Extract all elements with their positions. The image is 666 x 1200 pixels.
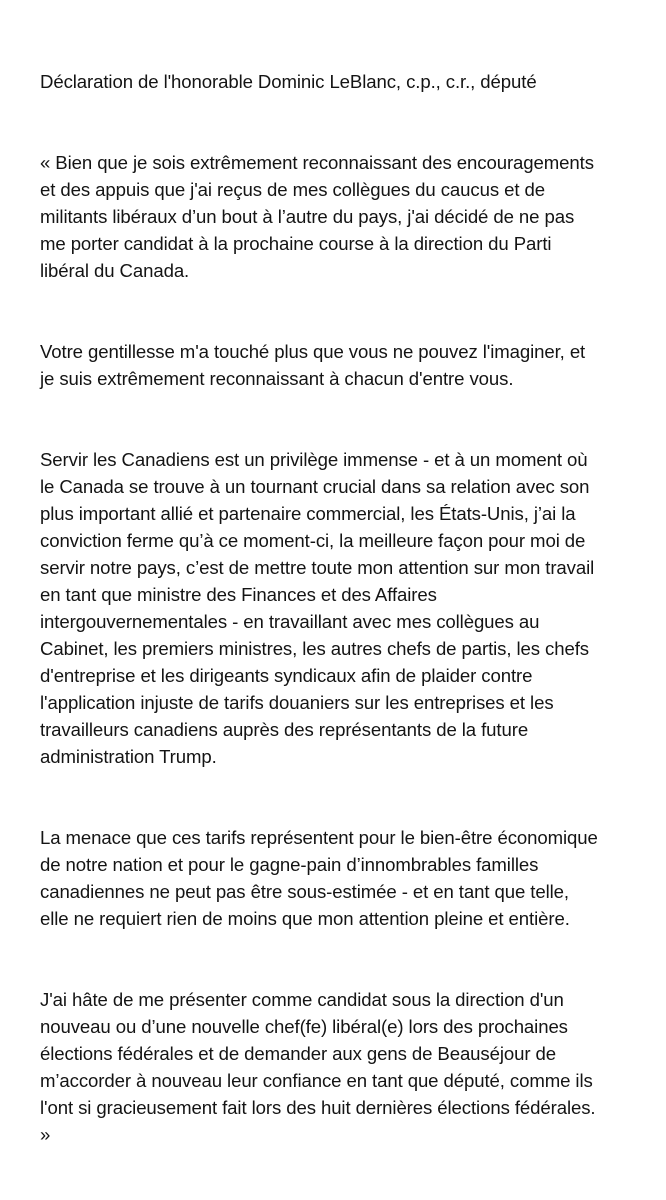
paragraph-line: conviction ferme qu’à ce moment-ci, la meilleure façon pour moi de — [40, 530, 586, 551]
paragraph-3 — [40, 446, 640, 770]
paragraph-line: canadiennes ne peut pas être sous-estimée - et en tant que telle, — [40, 881, 569, 902]
paragraph-line: J'ai hâte de me présenter comme candidat sous la direction d'un — [40, 989, 564, 1010]
statement-title: Déclaration de l'honorable Dominic LeBlanc, c.p., c.r., député — [40, 71, 537, 92]
paragraph-line: administration Trump. — [40, 746, 217, 767]
paragraph-line: elle ne requiert rien de moins que mon attention pleine et entière. — [40, 908, 570, 929]
paragraph-line: le Canada se trouve à un tournant crucial dans sa relation avec son — [40, 476, 590, 497]
paragraph-line: Cabinet, les premiers ministres, les autres chefs de partis, les chefs — [40, 638, 589, 659]
paragraph-line: l'ont si gracieusement fait lors des huit dernières élections fédérales. — [40, 1097, 596, 1118]
paragraph-line: nouveau ou d’une nouvelle chef(fe) libéral(e) lors des prochaines — [40, 1016, 568, 1037]
paragraph-line: intergouvernementales - en travaillant avec mes collègues au — [40, 611, 540, 632]
paragraph-line: militants libéraux d’un bout à l’autre du pays, j'ai décidé de ne pas — [40, 206, 575, 227]
paragraph-line: me porter candidat à la prochaine course à la direction du Parti — [40, 233, 552, 254]
paragraph-line: m’accorder à nouveau leur confiance en tant que député, comme ils — [40, 1070, 593, 1091]
paragraph-line: et des appuis que j'ai reçus de mes collègues du caucus et de — [40, 179, 545, 200]
paragraph-line: Votre gentillesse m'a touché plus que vous ne pouvez l'imaginer, et — [40, 341, 586, 362]
paragraph-line: » — [40, 1124, 51, 1145]
paragraph-5 — [40, 986, 640, 1148]
paragraph-line: d'entreprise et les dirigeants syndicaux afin de plaider contre — [40, 665, 533, 686]
paragraph-line: libéral du Canada. — [40, 260, 190, 281]
paragraph-2 — [40, 338, 640, 392]
paragraph-line: en tant que ministre des Finances et des Affaires — [40, 584, 437, 605]
paragraph-line: travailleurs canadiens auprès des représentants de la future — [40, 719, 529, 740]
statement-document — [40, 68, 640, 1148]
paragraph-line: servir notre pays, c’est de mettre toute mon attention sur mon travail — [40, 557, 595, 578]
paragraph-line: La menace que ces tarifs représentent pour le bien-être économique — [40, 827, 598, 848]
paragraph-line: je suis extrêmement reconnaissant à chacun d'entre vous. — [40, 368, 514, 389]
paragraph-line: Servir les Canadiens est un privilège immense - et à un moment où — [40, 449, 588, 470]
paragraph-line: élections fédérales et de demander aux gens de Beauséjour de — [40, 1043, 557, 1064]
paragraph-4 — [40, 824, 640, 932]
paragraph-line: l'application injuste de tarifs douaniers sur les entreprises et les — [40, 692, 554, 713]
paragraph-1 — [40, 149, 640, 284]
paragraph-line: de notre nation et pour le gagne-pain d’innombrables familles — [40, 854, 539, 875]
paragraph-line: « Bien que je sois extrêmement reconnaissant des encouragements — [40, 152, 594, 173]
paragraph-line: plus important allié et partenaire commercial, les États-Unis, j’ai la — [40, 503, 576, 524]
